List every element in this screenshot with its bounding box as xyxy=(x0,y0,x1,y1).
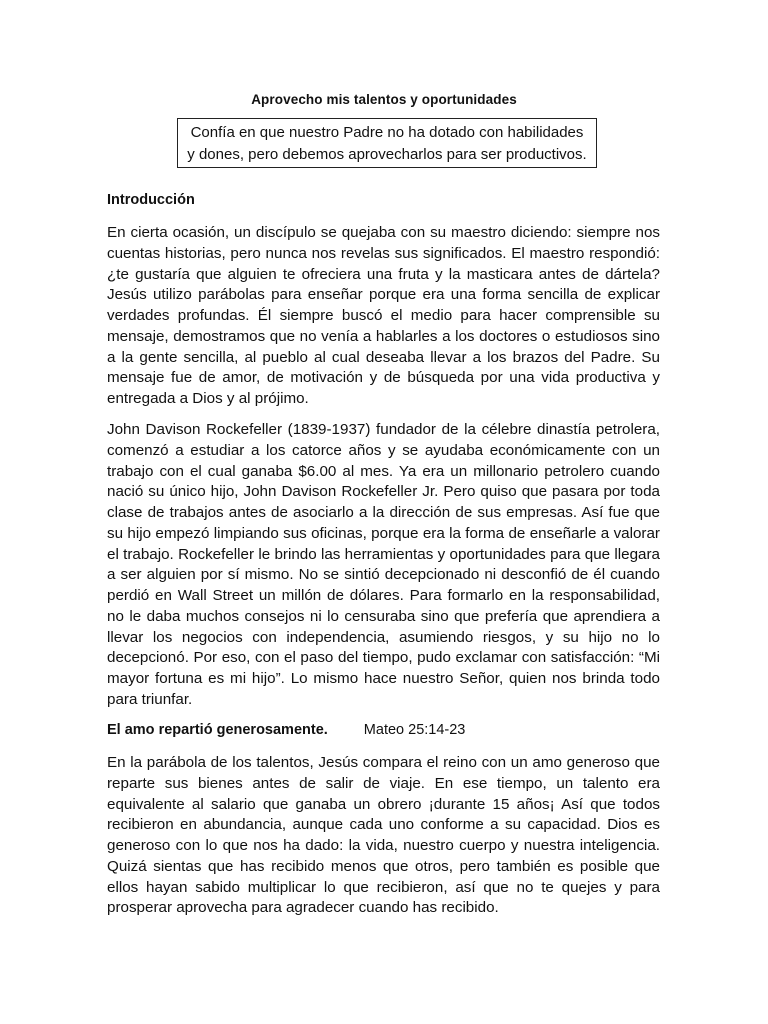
paragraph-amo-1: En la parábola de los talentos, Jesús compara el reino con un amo generoso que reparte sus bienes antes de salir de viaje. En ese tiempo, un talento era equivalente al salario que ganaba un obrero ¡durante 15 años¡ Así que todos recibieron en abundancia, aunque cada uno conforme a su capacidad. Dios es generoso con lo que nos ha dado: la vida, nuestro cuerpo y nuestra inteligencia. Quizá sientas que has recibido menos que otros, pero también es posible que ellos hayan sabido multiplicar lo que recibieron, así que no te quejes y para prosperar aprovecha para agradecer cuando has recibido. xyxy=(107,754,660,917)
callout-line-1: Confía en que nuestro Padre no ha dotado con habilidades xyxy=(190,124,584,141)
paragraph-intro-1: En cierta ocasión, un discípulo se quejaba con su maestro diciendo: siempre nos cuentas historias, pero nunca nos revelas sus significados. El maestro respondió: ¿te gustaría que alguien te ofreciera una fruta y la masticara antes de dártela? Jesús utilizo parábolas para enseñar porque era una forma sencilla de explicar verdades profundas. Él siempre buscó el medio para hacer comprensible su mensaje, demostramos que no venía a hablarles a los doctores o estudiosos sino a la gente sencilla, al pueblo al cual deseaba llevar a los brazos del Padre. Su mensaje fue de amor, de motivación y de búsqueda por una vida productiva y entregada a Dios y al prójimo. xyxy=(107,224,660,407)
section-heading-introduccion: Introducción xyxy=(107,192,195,208)
section-heading-amo xyxy=(107,722,465,738)
document-title: Aprovecho mis talentos y oportunidades xyxy=(251,92,517,107)
section-heading-amo-text: El amo repartió generosamente. xyxy=(107,722,328,738)
callout-box xyxy=(177,118,597,168)
callout-line-2: y dones, pero debemos aprovecharlos para ser productivos. xyxy=(187,146,587,163)
bible-reference: Mateo 25:14-23 xyxy=(363,722,466,738)
paragraph-intro-2: John Davison Rockefeller (1839-1937) fundador de la célebre dinastía petrolera, comenzó a estudiar a los catorce años y se ayudaba económicamente con un trabajo con el cual ganaba $6.00 al mes. Ya era un millonario petrolero cuando nació su único hijo, John Davison Rockefeller Jr. Pero quiso que pasara por toda clase de trabajos antes de asociarlo a la dirección de sus empresas. Así fue que su hijo empezó limpiando sus oficinas, porque era la forma de enseñarle a valorar el trabajo. Rockefeller le brindo las herramientas y oportunidades para que llegara a ser alguien por sí mismo. No se sintió decepcionado ni desconfió de él cuando perdió en Wall Street un millón de dólares. Para formarlo en la responsabilidad, no le daba muchos consejos ni lo censuraba sino que prefería que aprendiera a llevar los negocios con independencia, asumiendo riesgos, y su hijo no lo decepcionó. Por eso, con el paso del tiempo, pudo exclamar con satisfacción: “Mi mayor fortuna es mi hijo”. Lo mismo hace nuestro Señor, quien nos brinda todo para triunfar. xyxy=(107,421,660,708)
